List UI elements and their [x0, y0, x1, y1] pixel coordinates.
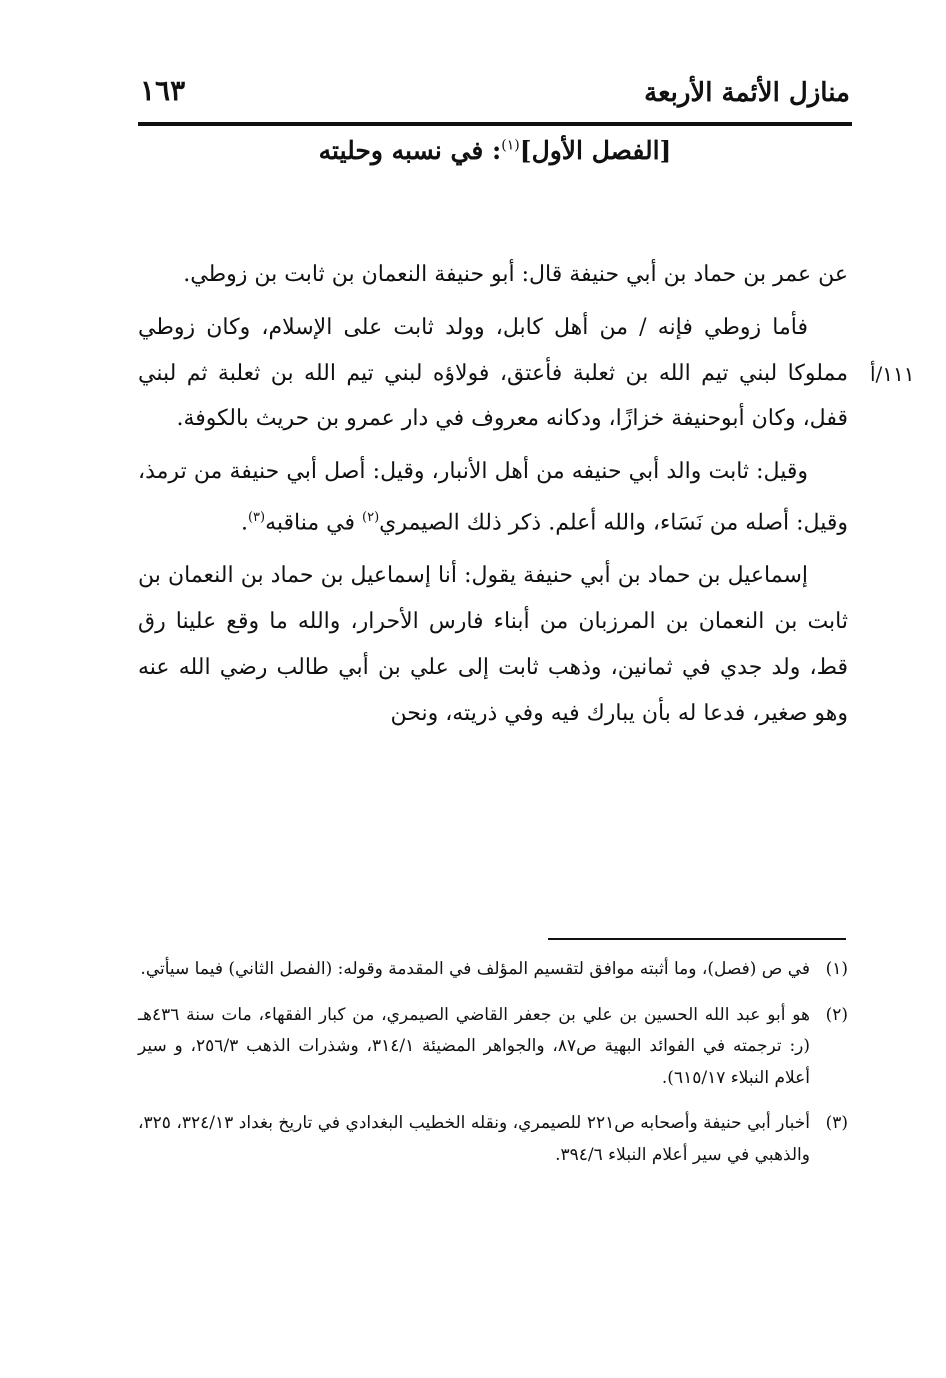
page-header	[138, 70, 850, 120]
footnote-text: هو أبو عبد الله الحسين بن علي بن جعفر القاضي الصيمري، من كبار الفقهاء، مات سنة ٤٣٦هـ (ر: ترجمته في الفوائد البهية ص٨٧، والجواهر المضيئة ٣١٤/١، وشذرات الذهب ٢٥٦/٣، و سير أعلام النبلاء ٦١٥/١٧).	[138, 1004, 811, 1088]
chapter-title	[138, 136, 852, 165]
footnote-2	[138, 1000, 848, 1095]
paragraph-3-text-b: في مناقبه	[265, 510, 363, 536]
paragraph-4: إسماعيل بن حماد بن أبي حنيفة يقول: أنا إسماعيل بن حماد بن النعمان بن ثابت بن النعمان بن المرزبان من أبناء فارس الأحرار، والله ما وقع علينا رق قط، ولد جدي في ثمانين، وذهب ثابت إلى علي بن أبي طالب رضي الله عنه وهو صغير، فدعا له بأن يبارك فيه وفي ذريته، ونحن	[138, 563, 849, 726]
footnote-number: (٣)	[825, 1113, 848, 1133]
footnote-ref-3: (٣)	[247, 509, 266, 525]
paragraph-3-text-c: .	[240, 510, 248, 536]
paragraph-3	[138, 449, 848, 546]
running-title: منازل الأئمة الأربعة	[644, 78, 850, 108]
chapter-title-rest: : في نسبه وحليته	[318, 136, 502, 165]
footnote-text: أخبار أبي حنيفة وأصحابه ص٢٢١ للصيمري، ونقله الخطيب البغدادي في تاريخ بغداد ٣٢٤/١٣، ٣٢٥، والذهبي في سير أعلام النبلاء ٣٩٤/٦.	[138, 1113, 810, 1165]
page-number: ١٦٣	[140, 74, 186, 107]
footnotes	[138, 954, 848, 1185]
footnote-separator	[548, 938, 846, 940]
chapter-footnote-ref: (١)	[501, 137, 520, 154]
paragraph-2: فأما زوطي فإنه / من أهل كابل، وولد ثابت على الإسلام، وكان زوطي مملوكا لبني تيم الله بن ثعلبة فأعتق، فولاؤه لبني تيم الله بن ثعلبة ثم لبني قفل، وكان أبوحنيفة خزازًا، ودكانه معروف في دار عمرو بن حريث بالكوفة.	[138, 314, 848, 432]
paragraph-3-text-a: وقيل: ثابت والد أبي حنيفه من أهل الأنبار، وقيل: أصل أبي حنيفة من ترمذ، وقيل: أصله من نَسَاء، والله أعلم. ذكر ذلك الصيمري	[138, 459, 848, 536]
footnote-ref-2: (٢)	[362, 509, 380, 525]
header-rule	[138, 122, 852, 126]
manuscript-folio-note: ١١١/أ	[870, 362, 915, 386]
footnote-text: في ص (فصل)، وما أثبته موافق لتقسيم المؤلف في المقدمة وقوله: (الفصل الثاني) فيما سيأتي.	[140, 959, 810, 979]
chapter-title-bracket: [الفصل الأول]	[519, 136, 672, 165]
footnote-number: (٢)	[825, 1004, 848, 1025]
footnote-1	[138, 954, 848, 986]
body-text	[138, 252, 848, 743]
paragraph-1: عن عمر بن حماد بن أبي حنيفة قال: أبو حنيفة النعمان بن ثابت بن زوطي.	[183, 262, 848, 287]
footnote-3	[138, 1108, 848, 1171]
footnote-number: (١)	[825, 959, 848, 979]
